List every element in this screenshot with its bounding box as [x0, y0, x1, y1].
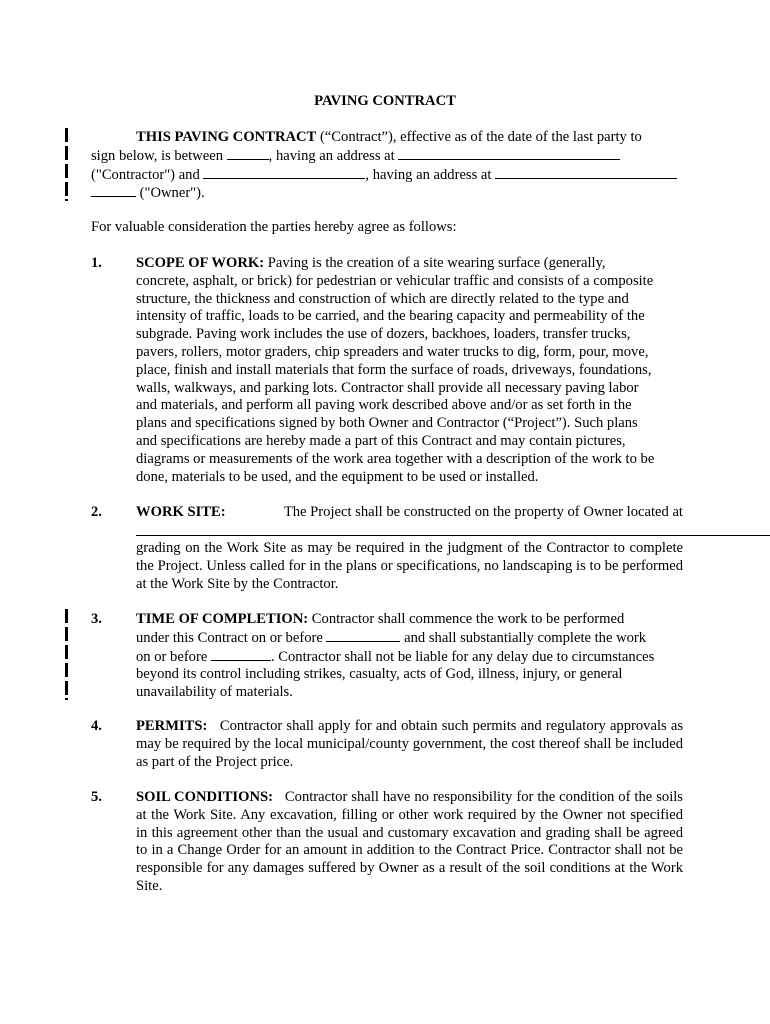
intro-paragraph — [91, 129, 683, 203]
section-2-first-text: The Project shall be constructed on the property of Owner located at — [283, 504, 683, 520]
section-1-line: and specifications are hereby made a part of this Contract and may contain pictures, — [136, 432, 626, 449]
section-1-line: done, materials to be used, and the equipment to be used or installed. — [136, 468, 539, 485]
section-4-heading: PERMITS: — [136, 718, 208, 734]
change-bar — [65, 146, 68, 160]
section-1-line: concrete, asphalt, or brick) for pedestrian or vehicular traffic and consists of a composite — [136, 272, 654, 289]
owner-address-blank[interactable] — [495, 166, 677, 179]
change-bar — [65, 164, 68, 178]
section-3-heading: TIME OF COMPLETION: — [136, 611, 309, 627]
change-bar-tick — [65, 199, 68, 201]
intro-line2-a: sign below, is between — [91, 147, 227, 164]
section-1-heading: SCOPE OF WORK: — [136, 255, 265, 271]
section-1-line: walls, walkways, and parking lots. Contractor shall provide all necessary paving labor — [136, 379, 639, 396]
section-2-heading: WORK SITE: — [136, 504, 226, 520]
change-bar — [65, 182, 68, 196]
section-5-text: Contractor shall have no responsibility for the condition of the soils at the Work Site. Any excavation, filling or other work required by the Owner not specified in this agreement other than the usual and customary excavation and grading shall be agreed to in a Change Order for an amount in addition to the Contract Price. Contractor shall not be responsible for any damages suffered by Owner as a result of the soil conditions at the Work Site. — [136, 789, 683, 894]
section-3-line: unavailability of materials. — [136, 684, 293, 701]
intro-line1: (“Contract”), effective as of the date of the last party to — [316, 129, 642, 145]
section-3-line: on or before — [136, 648, 211, 665]
section-2-body: grading on the Work Site as may be required in the judgment of the Contractor to complete the Project. Unless called for in the plans or specifications, no landscaping is to be performed at the Work Site by the Contractor. — [136, 540, 683, 592]
section-5-number: 5. — [91, 789, 102, 805]
start-date-blank[interactable] — [326, 629, 400, 642]
change-bar — [65, 627, 68, 641]
intro-line3-a: ("Contractor") and — [91, 166, 204, 183]
section-1-line: subgrade. Paving work includes the use of dozers, backhoes, loaders, transfer trucks, — [136, 326, 631, 343]
completion-date-blank[interactable] — [211, 648, 271, 661]
section-3-line: and shall substantially complete the work — [400, 629, 647, 646]
section-3-line: Contractor shall commence the work to be performed — [308, 611, 625, 627]
section-1-line: and materials, and perform all paving work described above and/or as set forth in the — [136, 397, 632, 414]
section-5-body — [136, 789, 683, 896]
section-4-number: 4. — [91, 718, 102, 734]
change-bar — [65, 609, 68, 623]
section-4-text: Contractor shall apply for and obtain such permits and regulatory approvals as may be required by the local municipal/county government, the cost thereof shall be included as part of the Project price. — [136, 718, 683, 770]
contractor-address-blank[interactable] — [398, 147, 620, 160]
owner-address-cont-blank[interactable] — [91, 184, 136, 197]
change-bar — [65, 645, 68, 659]
section-1-line: diagrams or measurements of the work area together with a description of the work to be — [136, 450, 655, 467]
consideration-line: For valuable consideration the parties hereby agree as follows: — [91, 219, 457, 235]
change-bar-tick — [65, 698, 68, 700]
document-title: PAVING CONTRACT — [314, 93, 456, 109]
owner-name-blank[interactable] — [203, 166, 365, 179]
intro-line4: ("Owner"). — [136, 185, 205, 202]
section-1-line: intensity of traffic, loads to be carried, and the bearing capacity and permeability of the — [136, 308, 645, 325]
section-1-line: structure, the thickness and construction of which are directly related to the type and — [136, 290, 629, 307]
section-2-first-line — [136, 504, 683, 522]
change-bar — [65, 128, 68, 142]
change-bar — [65, 681, 68, 695]
section-1-number: 1. — [91, 255, 102, 271]
section-1-line: plans and specifications signed by both Owner and Contractor (“Project”). Such plans — [136, 415, 638, 432]
section-3-line: under this Contract on or before — [136, 629, 327, 646]
change-bar — [65, 663, 68, 677]
section-2-number: 2. — [91, 504, 102, 520]
section-5-heading: SOIL CONDITIONS: — [136, 789, 273, 805]
section-3-number: 3. — [91, 611, 102, 627]
section-1-line: pavers, rollers, motor graders, chip spreaders and water trucks to dig, form, pour, move, — [136, 343, 649, 360]
intro-bold-title: THIS PAVING CONTRACT — [136, 129, 317, 145]
section-3-line: beyond its control including strikes, casualty, acts of God, illness, injury, or general — [136, 666, 623, 683]
work-site-address-blank[interactable] — [136, 535, 770, 536]
section-4-body — [136, 718, 683, 771]
section-1-body — [136, 255, 683, 486]
intro-line3-b: , having an address at — [365, 166, 496, 183]
section-1-line: place, finish and install materials that form the surface of roads, driveways, foundations, — [136, 361, 652, 378]
intro-line2-b: , having an address at — [268, 147, 399, 164]
section-3-line: . Contractor shall not be liable for any delay due to circumstances — [270, 648, 655, 665]
section-3-body — [136, 611, 683, 702]
section-1-line: Paving is the creation of a site wearing surface (generally, — [264, 255, 606, 271]
party1-name-blank[interactable] — [227, 147, 269, 160]
